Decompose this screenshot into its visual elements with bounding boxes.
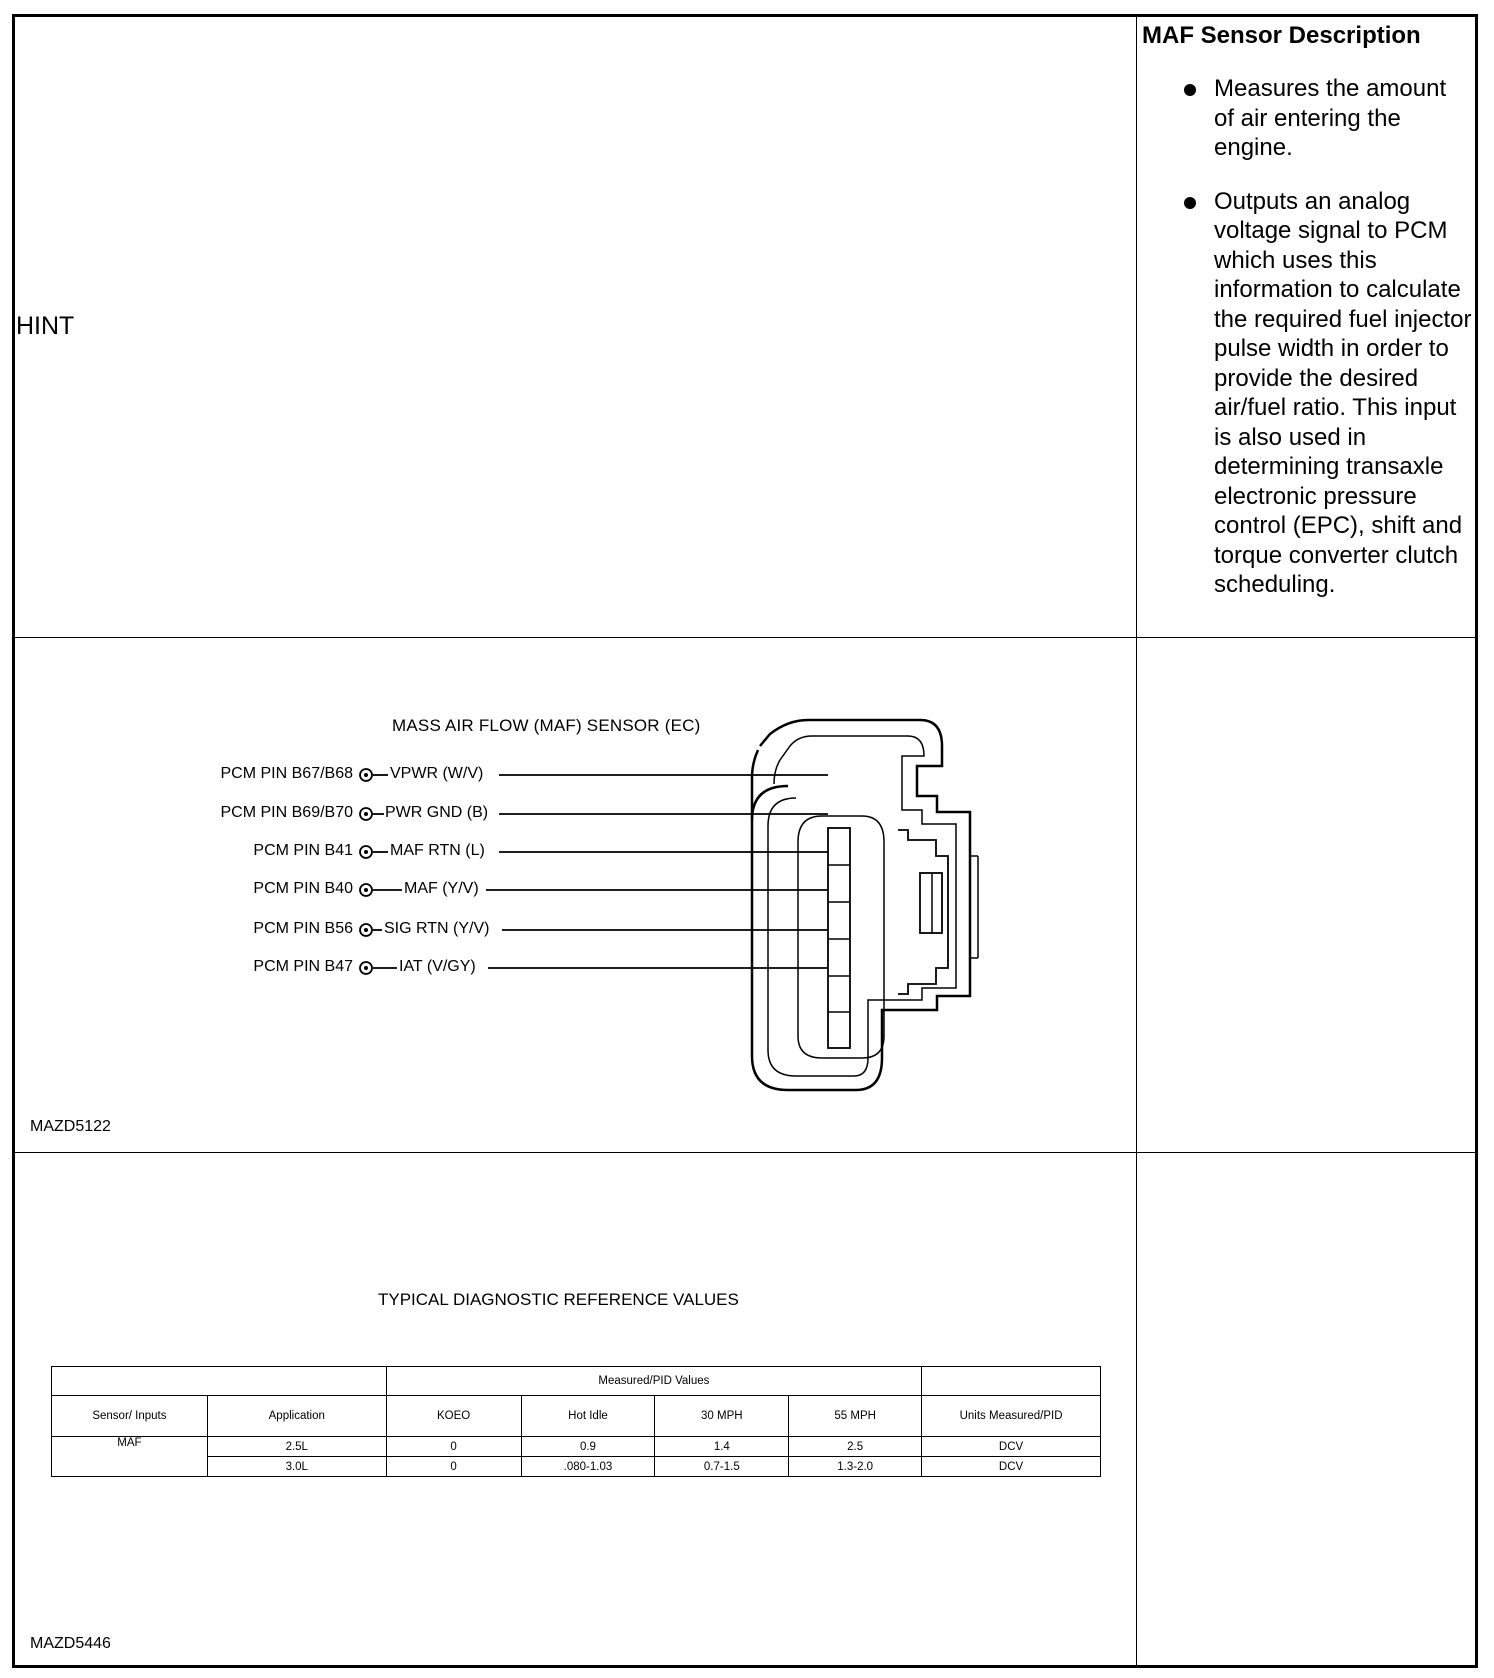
table-cell: 0 <box>386 1457 521 1477</box>
bullet-dot-icon <box>1184 197 1196 209</box>
wire-label: SIG RTN (Y/V) <box>384 920 490 937</box>
maf-connector-diagram <box>12 638 1136 1152</box>
wire-label: VPWR (W/V) <box>390 765 484 782</box>
bullet-item <box>1142 74 1472 163</box>
bullet-text: Measures the amount of air entering the engine. <box>1214 75 1447 161</box>
pcm-pin-label: PCM PIN B69/B70 <box>220 804 353 821</box>
bullet-dot-icon <box>1184 84 1196 96</box>
wire-label: IAT (V/GY) <box>399 958 476 975</box>
pcm-pin-label: PCM PIN B40 <box>253 880 353 897</box>
column-header: Units Measured/PID <box>922 1396 1101 1437</box>
figure-code: MAZD5122 <box>30 1118 111 1135</box>
bullet-text: Outputs an analog voltage signal to PCM which uses this information to calculate the required fuel injector pulse width in order to provide the desired air/fuel ratio. This input is also used in determining transaxle electronic pressure control (EPC), shift and torque converter clutch scheduling. <box>1214 187 1472 598</box>
table-cell: 1.4 <box>655 1437 789 1457</box>
column-divider <box>1136 14 1137 1668</box>
column-header: Application <box>207 1396 386 1437</box>
pcm-pin-label: PCM PIN B47 <box>253 958 353 975</box>
table-header-row <box>52 1396 1101 1437</box>
reference-values-table <box>51 1366 1101 1477</box>
terminal-strip <box>828 828 850 1048</box>
table-cell: DCV <box>922 1457 1101 1477</box>
column-header: Sensor/ Inputs <box>52 1396 208 1437</box>
table-cell: 2.5 <box>789 1437 922 1457</box>
wire-label: MAF RTN (L) <box>390 842 485 859</box>
table-cell: 3.0L <box>207 1457 386 1477</box>
sensor-cell: MAF <box>52 1437 208 1477</box>
wire-label: MAF (Y/V) <box>404 880 479 897</box>
row-divider-2 <box>12 1152 1478 1153</box>
table-cell: 0.7-1.5 <box>655 1457 789 1477</box>
column-header: 55 MPH <box>789 1396 922 1437</box>
pcm-pin-label: PCM PIN B56 <box>253 920 353 937</box>
table-cell: DCV <box>922 1437 1101 1457</box>
pin-terminal-icons <box>360 769 372 974</box>
figure-code: MAZD5446 <box>30 1635 111 1652</box>
table-cell: 1.3-2.0 <box>789 1457 922 1477</box>
reference-title: TYPICAL DIAGNOSTIC REFERENCE VALUES <box>378 1290 739 1309</box>
diagram-title: MASS AIR FLOW (MAF) SENSOR (EC) <box>392 716 701 735</box>
table-row <box>52 1367 1101 1396</box>
table-cell: 0.9 <box>521 1437 655 1457</box>
column-header: 30 MPH <box>655 1396 789 1437</box>
table-cell: 2.5L <box>207 1437 386 1457</box>
table-row <box>52 1457 1101 1477</box>
table-cell: .080-1.03 <box>521 1457 655 1477</box>
hint-label: HINT <box>16 312 75 340</box>
description-title: MAF Sensor Description <box>1142 22 1421 49</box>
column-header: Hot Idle <box>521 1396 655 1437</box>
description-bullets <box>1142 74 1472 624</box>
wire-label: PWR GND (B) <box>385 804 489 821</box>
pcm-pin-label: PCM PIN B67/B68 <box>220 765 353 782</box>
bullet-item <box>1142 187 1472 600</box>
pcm-pin-label: PCM PIN B41 <box>253 842 353 859</box>
group-header: Measured/PID Values <box>386 1367 921 1396</box>
table-row <box>52 1437 1101 1457</box>
column-header: KOEO <box>386 1396 521 1437</box>
table-cell: 0 <box>386 1437 521 1457</box>
